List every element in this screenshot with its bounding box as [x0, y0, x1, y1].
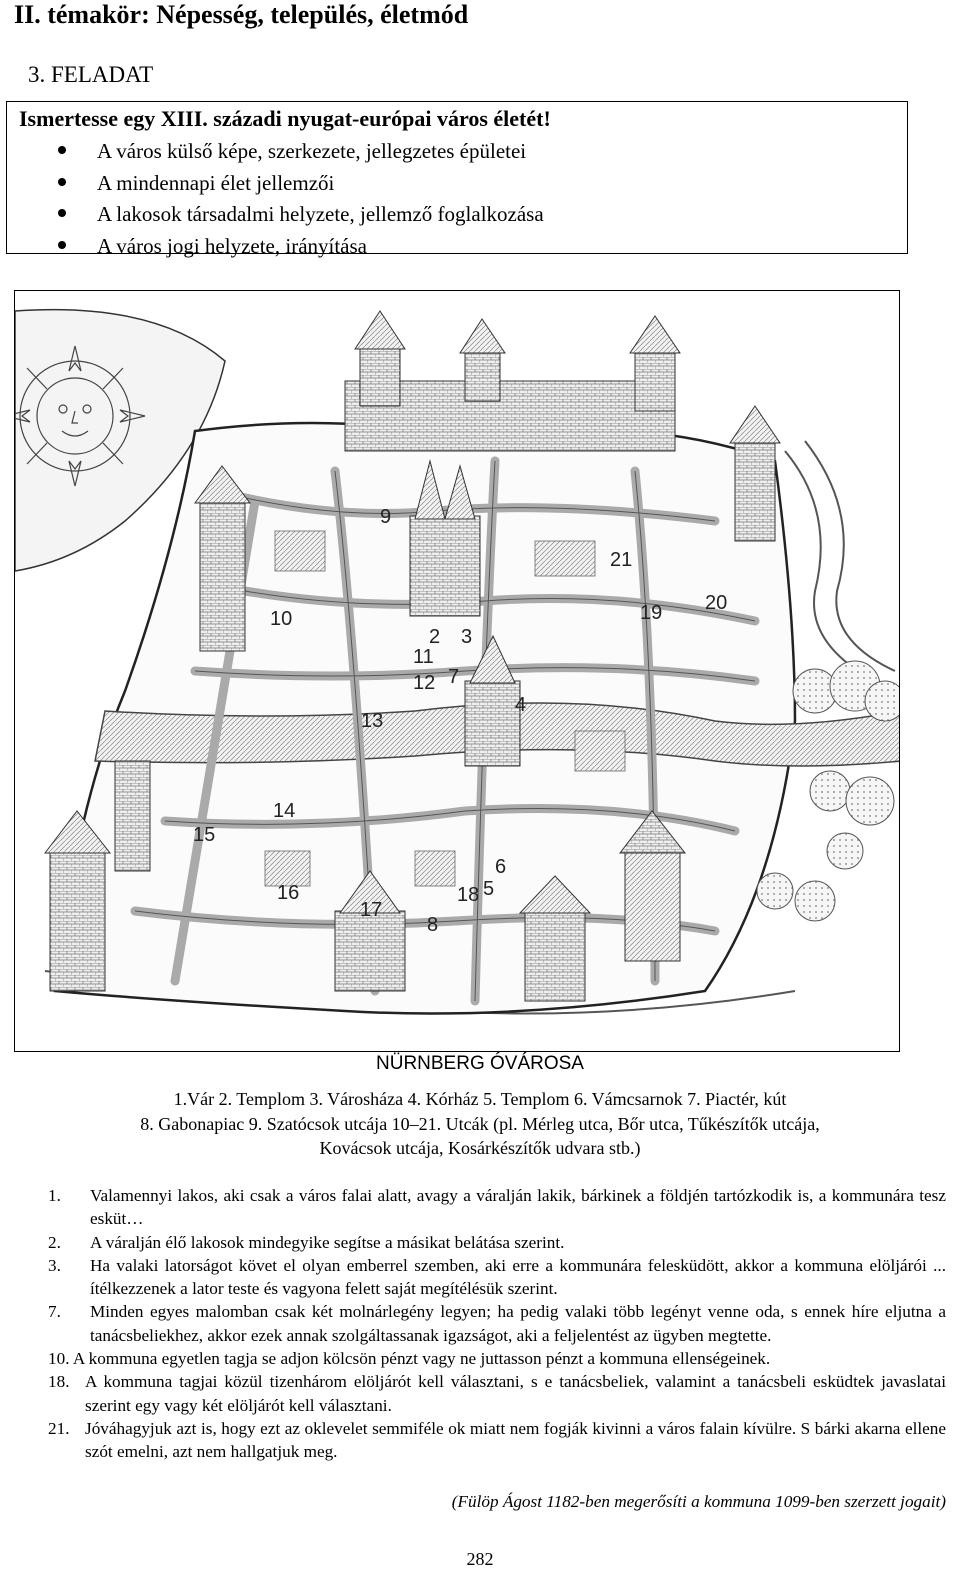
task-bullet [7, 137, 544, 169]
task-bullet [7, 232, 544, 264]
task-box-title: Ismertesse egy XIII. századi nyugat-európai város életét! [19, 106, 551, 131]
map-number: 19 [640, 602, 663, 624]
map-number: 15 [193, 824, 216, 846]
map-number: 6 [495, 856, 507, 878]
charter-excerpt [48, 1417, 946, 1464]
excerpt-text: Valamennyi lakos, aki csak a város falai alatt, avagy a váralján lakik, bárkinek a földjén tartózkodik is, a kommunára tesz esküt… [90, 1186, 946, 1229]
map-number: 10 [270, 608, 293, 630]
map-number: 16 [277, 882, 300, 904]
charter-excerpt [48, 1347, 946, 1370]
map-legend-line: 8. Gabonapiac 9. Szatócsok utcája 10–21. Utcák (pl. Mérleg utca, Bőr utca, Tűkészítők utcája, [140, 1114, 820, 1134]
charter-excerpt [48, 1254, 946, 1301]
excerpt-text: Jóváhagyjuk azt is, hogy ezt az oklevelet semmiféle ok miatt nem fogják kivinni a város falain kívülre. S bárki akarna ellene szót emelni, azt nem hallgatjuk meg. [85, 1418, 946, 1462]
map-number: 20 [705, 592, 728, 614]
map-number: 8 [427, 914, 439, 936]
charter-excerpts [48, 1184, 946, 1464]
task-bullet [7, 200, 544, 232]
map-number: 3 [461, 626, 473, 648]
excerpt-number: 1. [48, 1186, 61, 1205]
map-number: 4 [515, 694, 527, 716]
map-number: 18 [457, 884, 480, 906]
map-caption-title: NÜRNBERG ÓVÁROSA [376, 1053, 584, 1074]
charter-excerpt [48, 1231, 946, 1254]
bullet-icon [58, 178, 66, 186]
excerpt-number: 3. [48, 1255, 61, 1275]
task-box [6, 101, 908, 258]
city-map-illustration [15, 291, 900, 1052]
excerpt-text: A kommuna egyetlen tagja se adjon kölcsön pénzt vagy ne juttasson pénzt a kommuna ellenségeinek. [72, 1349, 771, 1369]
excerpt-number: 7. [48, 1302, 61, 1322]
task-bullet [7, 169, 544, 201]
charter-excerpt [48, 1300, 946, 1347]
page-number: 282 [466, 1549, 494, 1569]
excerpt-number: 2. [48, 1232, 61, 1252]
excerpt-text: Minden egyes malomban csak két molnárlegény legyen; ha pedig valaki több legényt venne oda, s ennek híre eljutna a tanácsbeliekhez, akkor ezek annak szolgáltassanak igazságot, aki a feljelentést az ügyben megtette. [90, 1302, 946, 1345]
map-number: 5 [483, 878, 495, 900]
map-number: 17 [360, 899, 383, 921]
bullet-icon [58, 146, 66, 154]
map-number: 2 [429, 626, 441, 648]
excerpt-text: A kommuna tagjai közül tizenhárom elöljárót kell választani, s e tanácsbeliek, valamint a tanácsbeli esküdtek javaslatai szerint egy vagy két elöljárót kell választani. [85, 1372, 946, 1415]
source-citation: (Fülöp Ágost 1182-ben megerősíti a kommuna 1099-ben szerzett jogait) [451, 1492, 946, 1511]
map-legend-line: Kovácsok utcája, Kosárkészítők udvara stb.) [319, 1138, 641, 1158]
excerpt-text: A váralján élő lakosok mindegyike segítse a másikat belátása szerint. [90, 1232, 565, 1252]
city-map-figure [14, 290, 900, 1052]
excerpt-text: Ha valaki latorságot követ el olyan emberrel szemben, aki erre a kommunára felesküdött, akkor a kommuna elöljárói ... ítélkezzenek a lator teste és vagyona felett saját megítélésük szerint. [90, 1255, 946, 1299]
task-bullet-list [7, 137, 544, 263]
charter-excerpt [48, 1370, 946, 1417]
map-number: 11 [413, 646, 434, 668]
page-heading: II. témakör: Népesség, település, életmód [14, 0, 469, 29]
map-number: 13 [361, 710, 384, 732]
map-number: 7 [448, 666, 460, 688]
map-legend-line: 1.Vár 2. Templom 3. Városháza 4. Kórház 5. Templom 6. Vámcsarnok 7. Piactér, kút [173, 1089, 787, 1109]
bullet-icon [58, 209, 66, 217]
task-number: 3. FELADAT [28, 62, 154, 87]
excerpt-number: 18. [48, 1372, 70, 1392]
excerpt-number: 10. [48, 1349, 70, 1369]
map-number: 9 [380, 506, 392, 528]
task-bullet-text: A mindennapi élet jellemzői [97, 170, 335, 195]
map-number: 21 [610, 549, 633, 571]
task-bullet-text: A város jogi helyzete, irányítása [97, 233, 367, 258]
charter-excerpt [48, 1184, 946, 1231]
map-number: 14 [273, 800, 296, 822]
map-number: 12 [413, 672, 436, 694]
task-bullet-text: A lakosok társadalmi helyzete, jellemző foglalkozása [97, 202, 544, 226]
task-bullet-text: A város külső képe, szerkezete, jellegzetes épületei [97, 139, 527, 163]
excerpt-number: 21. [48, 1418, 70, 1438]
bullet-icon [58, 241, 66, 249]
